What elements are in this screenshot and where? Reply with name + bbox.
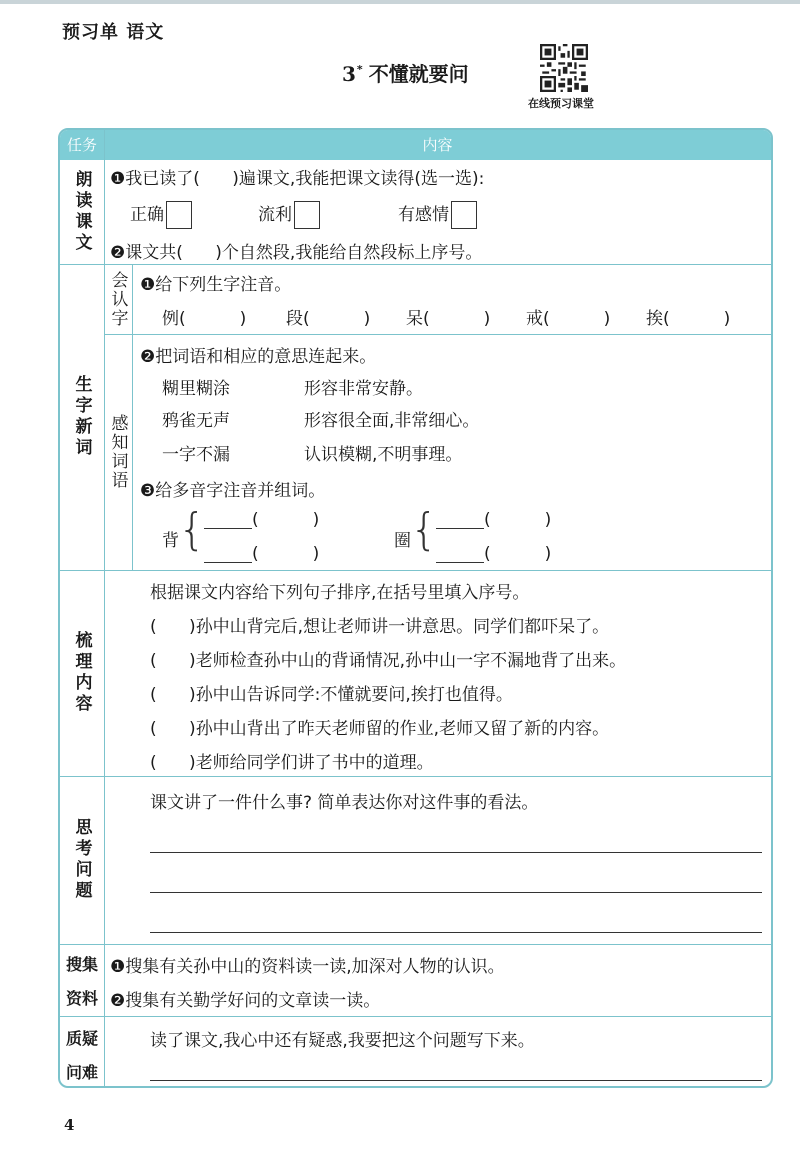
sort-item[interactable]: ( )孙中山背完后,想让老师讲一讲意思。同学们都吓呆了。 [150,617,610,637]
option-fluent[interactable]: 流利 [258,200,320,229]
pinyin-item[interactable]: 戒( ) [526,309,611,329]
option-emotion[interactable]: 有感情 [398,200,477,229]
table-header [60,130,771,160]
answer-line[interactable] [150,852,762,853]
task-question-line2: 问难 [65,1063,98,1082]
task-words: 生字新词 [71,375,92,459]
paren-blank[interactable]: ( ) [484,510,552,530]
paren-blank[interactable]: ( ) [484,544,552,564]
row-divider [60,1016,771,1017]
col-task-header: 任务 [66,136,97,154]
lesson-title-text: 不懂就要问 [368,62,469,86]
meaning[interactable]: 形容非常安静。 [304,379,423,399]
sort-item[interactable]: ( )老师检查孙中山的背诵情况,孙中山一字不漏地背了出来。 [150,651,627,671]
sub-recognize: 会认字 [107,270,128,328]
meaning[interactable]: 认识模糊,不明事理。 [304,445,463,465]
task-table [58,128,773,1088]
task-think: 思考问题 [71,818,92,902]
row-divider [60,944,771,945]
task-collect-line2: 资料 [65,989,98,1008]
checkbox[interactable] [294,201,320,229]
words-q1: ❶给下列生字注音。 [140,275,292,295]
row-divider [60,264,771,265]
lesson-star: * [356,63,363,77]
sort-intro: 根据课文内容给下列句子排序,在括号里填入序号。 [150,583,530,603]
task-question-line1: 质疑 [65,1029,98,1048]
idiom[interactable]: 糊里糊涂 [162,379,230,399]
question-prompt: 读了课文,我心中还有疑惑,我要把这个问题写下来。 [150,1031,535,1051]
answer-line[interactable] [150,932,762,933]
reading-q1: ❶我已读了( )遍课文,我能把课文读得(选一选): [110,169,485,189]
task-collect-line1: 搜集 [65,955,98,974]
sort-item[interactable]: ( )孙中山背出了昨天老师留的作业,老师又留了新的内容。 [150,719,610,739]
polyphone-char: 背 [162,531,179,551]
paren-blank[interactable]: ( ) [252,544,320,564]
sub-column-divider [132,264,133,570]
words-q2: ❷把词语和相应的意思连起来。 [140,347,377,367]
pinyin-item[interactable]: 段( ) [286,309,371,329]
top-rule [0,0,800,4]
task-sort: 梳理内容 [71,631,92,715]
pinyin-item[interactable]: 呆( ) [406,309,491,329]
book-header: 预习单 语文 [62,22,165,43]
lesson-title [342,58,469,87]
idiom[interactable]: 鸦雀无声 [162,411,230,431]
sort-item[interactable]: ( )孙中山告诉同学:不懂就要问,挨打也值得。 [150,685,513,705]
collect-item: ❶搜集有关孙中山的资料读一读,加深对人物的认识。 [110,957,505,977]
meaning[interactable]: 形容很全面,非常细心。 [304,411,480,431]
answer-line[interactable] [204,528,252,529]
row-divider [104,334,771,335]
lesson-number: 3 [342,62,356,86]
idiom[interactable]: 一字不漏 [162,445,230,465]
qr-caption: 在线预习课堂 [528,97,594,110]
polyphone-char: 圈 [394,531,411,551]
answer-line[interactable] [204,562,252,563]
collect-item: ❷搜集有关勤学好问的文章读一读。 [110,991,381,1011]
answer-line[interactable] [436,562,484,563]
answer-line[interactable] [436,528,484,529]
checkbox[interactable] [166,201,192,229]
task-reading: 朗读课文 [71,170,92,254]
option-accurate[interactable]: 正确 [130,200,192,229]
col-content-header: 内容 [422,136,453,154]
brace-icon: { [178,504,206,555]
pinyin-item[interactable]: 挨( ) [646,309,731,329]
sub-sense: 感知词语 [107,414,128,490]
checkbox[interactable] [451,201,477,229]
answer-line[interactable] [150,1080,762,1081]
sort-item[interactable]: ( )老师给同学们讲了书中的道理。 [150,753,434,773]
reading-q2: ❷课文共( )个自然段,我能给自然段标上序号。 [110,243,483,263]
answer-line[interactable] [150,892,762,893]
page-number: 4 [64,1116,75,1134]
row-divider [60,776,771,777]
pinyin-item[interactable]: 例( ) [162,309,247,329]
words-q3: ❸给多音字注音并组词。 [140,481,326,501]
paren-blank[interactable]: ( ) [252,510,320,530]
think-prompt: 课文讲了一件什么事? 简单表达你对这件事的看法。 [150,793,539,813]
qr-code-icon[interactable] [540,44,588,92]
row-divider [60,570,771,571]
brace-icon: { [410,504,438,555]
